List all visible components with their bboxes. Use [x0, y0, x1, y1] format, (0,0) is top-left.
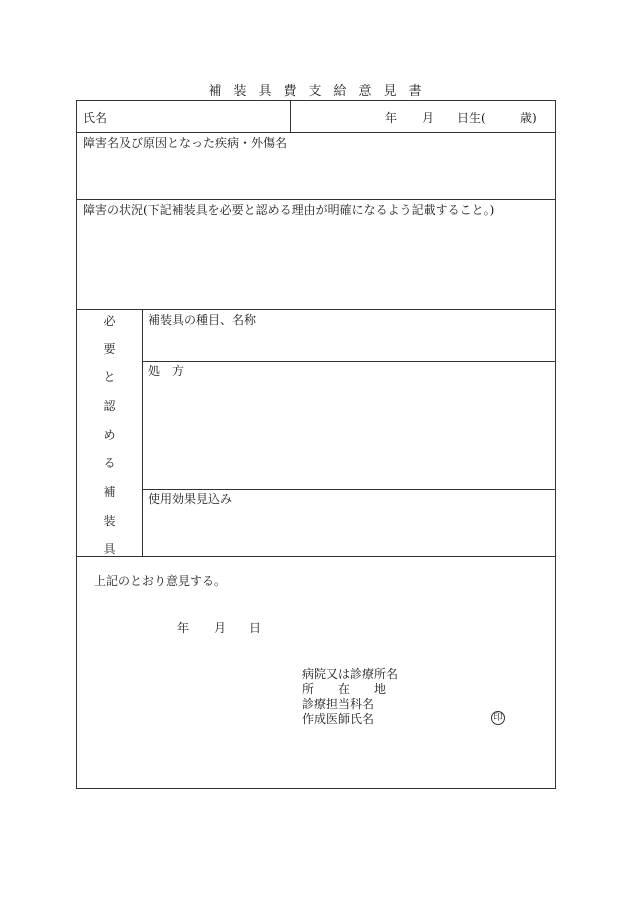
location-label: 所 在 地 — [302, 682, 387, 696]
doctor-name-label: 作成医師氏名 — [302, 712, 375, 726]
device-label-divider — [142, 309, 143, 556]
opinion-form — [76, 100, 556, 789]
vertical-label-char: 必 — [103, 314, 116, 328]
date-month-label: 月 — [214, 621, 227, 635]
vertical-label-char: 具 — [103, 542, 116, 556]
date-day-label: 日 — [249, 621, 262, 635]
age-label: 歳) — [520, 111, 537, 125]
vertical-label-char: 装 — [103, 514, 116, 528]
vertical-label-char: 要 — [103, 342, 116, 356]
row-divider-device — [77, 556, 555, 557]
name-cell-divider — [290, 101, 291, 132]
device-type-label: 補装具の種目、名称 — [148, 313, 257, 327]
vertical-label-char: 補 — [103, 485, 116, 499]
birth-month-label: 月 — [422, 111, 435, 125]
vertical-label-char: と — [103, 370, 116, 384]
date-year-label: 年 — [177, 621, 190, 635]
disability-cause-label: 障害名及び原因となった疾病・外傷名 — [83, 136, 288, 150]
row-divider-cause — [77, 199, 555, 200]
disability-status-label: 障害の状況(下記補装具を必要と認める理由が明確になるよう記載すること。) — [83, 203, 495, 217]
opinion-statement: 上記のとおり意見する。 — [94, 574, 227, 588]
prescription-label: 処 方 — [148, 364, 185, 378]
row-divider-status — [77, 309, 555, 310]
row-divider-prescription — [142, 489, 555, 490]
seal-mark: 印 — [491, 711, 505, 725]
vertical-label-char: る — [103, 456, 116, 470]
form-title: 補装具費支給意見書 — [208, 84, 434, 99]
row-divider-name — [77, 132, 555, 133]
name-label: 氏名 — [83, 111, 108, 125]
vertical-label-char: 認 — [103, 399, 116, 413]
expected-effect-label: 使用効果見込み — [148, 492, 233, 506]
birth-year-label: 年 — [385, 111, 398, 125]
hospital-name-label: 病院又は診療所名 — [302, 667, 399, 681]
department-label: 診療担当科名 — [302, 697, 375, 711]
birth-day-label: 日生( — [457, 111, 486, 125]
vertical-label-char: め — [103, 428, 116, 442]
row-divider-type — [142, 361, 555, 362]
